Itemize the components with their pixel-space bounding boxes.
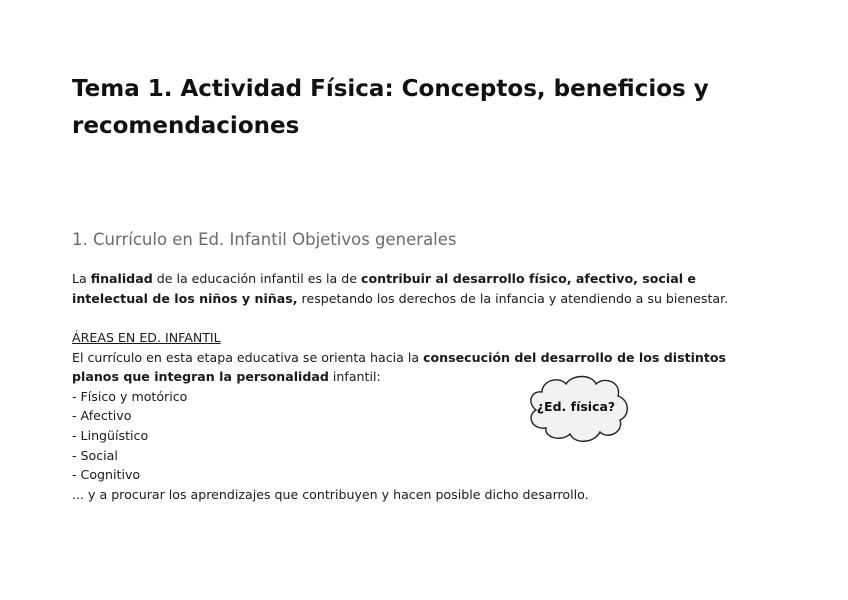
paragraph-finalidad xyxy=(72,269,772,308)
text-run: La xyxy=(72,271,91,286)
section-title: 1. Currículo en Ed. Infantil Objetivos generales xyxy=(72,230,457,249)
text-run: de la educación infantil es la de xyxy=(152,271,361,286)
bold-run: consecución del desarrollo de los distintos planos que integran la personalidad xyxy=(72,349,727,385)
list-item: - Cognitivo xyxy=(72,467,141,483)
areas-list xyxy=(72,387,772,485)
text-run: El currículo en esta etapa educativa se orienta hacia la xyxy=(72,349,424,365)
areas-section xyxy=(72,328,772,504)
text-run: infantil: xyxy=(328,369,381,385)
text-run: respetando los derechos de la infancia y atendiendo a su bienestar. xyxy=(297,290,729,306)
bold-run: finalidad xyxy=(90,271,153,286)
list-item: - Lingüístico xyxy=(72,427,149,443)
list-item: - Social xyxy=(72,447,118,463)
thought-cloud xyxy=(520,372,632,448)
cloud-label: ¿Ed. física? xyxy=(536,399,616,414)
areas-closing: ... y a procurar los aprendizajes que contribuyen y hacen posible dicho desarrollo. xyxy=(72,486,589,502)
areas-heading: ÁREAS EN ED. INFANTIL xyxy=(72,330,221,345)
bold-run: contribuir al desarrollo físico, afectivo, social e intelectual de los niños y niñas, xyxy=(72,271,696,306)
list-item: - Afectivo xyxy=(72,408,132,424)
document-title: Tema 1. Actividad Física: Conceptos, beneficios y recomendaciones xyxy=(72,76,709,139)
list-item: - Físico y motórico xyxy=(72,388,188,404)
